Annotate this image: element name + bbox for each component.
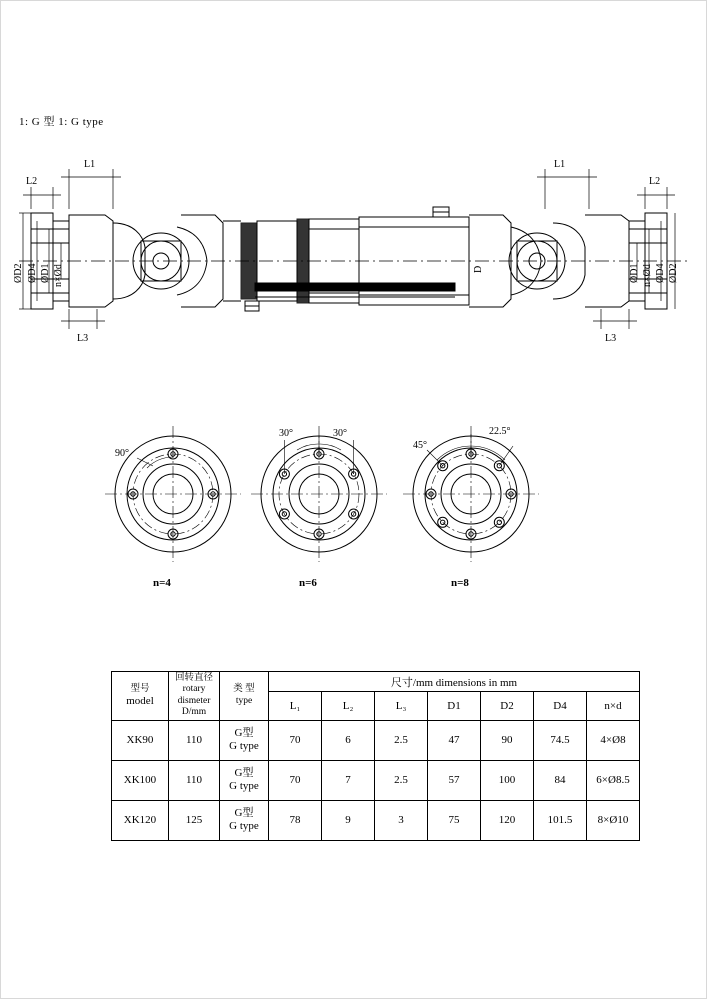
cell-D2: 120 bbox=[481, 800, 534, 840]
cell-D4: 84 bbox=[534, 760, 587, 800]
cell-L2: 6 bbox=[322, 720, 375, 760]
driveshaft-assembly-drawing bbox=[9, 151, 699, 351]
header-col-L3: L₃ bbox=[375, 692, 428, 721]
dim-label-nxd-left: n×Ød bbox=[53, 264, 64, 287]
cell-L1: 78 bbox=[269, 800, 322, 840]
dim-label-D1-left: ØD1 bbox=[40, 263, 51, 283]
angle-label-30-left: 30° bbox=[279, 428, 293, 439]
table-row bbox=[112, 720, 640, 760]
dim-label-D2-right: ØD2 bbox=[668, 263, 679, 283]
dim-label-D4-left: ØD4 bbox=[27, 263, 38, 283]
header-type: 类 型 type bbox=[220, 672, 269, 721]
dim-label-L2-right: L2 bbox=[649, 176, 661, 187]
header-col-D2: D2 bbox=[481, 692, 534, 721]
table-row bbox=[112, 800, 640, 840]
cell-type: G型 G type bbox=[220, 760, 269, 800]
header-col-L1: L₁ bbox=[269, 692, 322, 721]
cell-D2: 100 bbox=[481, 760, 534, 800]
cell-D4: 74.5 bbox=[534, 720, 587, 760]
cell-D1: 57 bbox=[428, 760, 481, 800]
dimensions-table bbox=[111, 671, 640, 841]
flange-view-label-n6: n=6 bbox=[299, 577, 317, 589]
dim-label-L1-right: L1 bbox=[554, 159, 566, 170]
flange-view-label-n4: n=4 bbox=[153, 577, 171, 589]
table-header-row-1 bbox=[112, 672, 640, 692]
header-col-D4: D4 bbox=[534, 692, 587, 721]
header-col-D1: D1 bbox=[428, 692, 481, 721]
cell-L2: 7 bbox=[322, 760, 375, 800]
flange-view-n6 bbox=[251, 426, 387, 562]
cell-L3: 2.5 bbox=[375, 760, 428, 800]
angle-label-30-right: 30° bbox=[333, 428, 347, 439]
cell-model: XK120 bbox=[112, 800, 169, 840]
cell-D4: 101.5 bbox=[534, 800, 587, 840]
cell-rotary: 125 bbox=[169, 800, 220, 840]
angle-label-45: 45° bbox=[413, 440, 427, 451]
cell-nxd: 8×Ø10 bbox=[587, 800, 640, 840]
header-dimensions-title: 尺寸/mm dimensions in mm bbox=[269, 672, 640, 692]
angle-label-22-5: 22.5° bbox=[489, 426, 511, 437]
header-col-L2: L₂ bbox=[322, 692, 375, 721]
cell-rotary: 110 bbox=[169, 760, 220, 800]
cell-L2: 9 bbox=[322, 800, 375, 840]
cell-L1: 70 bbox=[269, 720, 322, 760]
cell-L3: 2.5 bbox=[375, 720, 428, 760]
angle-label-90: 90° bbox=[115, 448, 129, 459]
cell-L3: 3 bbox=[375, 800, 428, 840]
cell-D1: 47 bbox=[428, 720, 481, 760]
cell-type: G型 G type bbox=[220, 800, 269, 840]
table-row bbox=[112, 760, 640, 800]
page-caption: 1: G 型 1: G type bbox=[19, 116, 104, 128]
cell-model: XK100 bbox=[112, 760, 169, 800]
dim-label-D2-left: ØD2 bbox=[13, 263, 24, 283]
cell-nxd: 4×Ø8 bbox=[587, 720, 640, 760]
cell-D2: 90 bbox=[481, 720, 534, 760]
dim-label-D1-right: ØD1 bbox=[629, 263, 640, 283]
header-model: 型号 model bbox=[112, 672, 169, 721]
dim-label-L3-left: L3 bbox=[77, 333, 89, 344]
cell-D1: 75 bbox=[428, 800, 481, 840]
cell-nxd: 6×Ø8.5 bbox=[587, 760, 640, 800]
dim-label-D: D bbox=[473, 265, 484, 273]
flange-end-views bbox=[101, 416, 601, 596]
dim-label-L3-right: L3 bbox=[605, 333, 617, 344]
header-rotary-diameter: 回转直径 rotary dismeter D/mm bbox=[169, 672, 220, 721]
dim-label-L1-left: L1 bbox=[84, 159, 96, 170]
dim-label-D4-right: ØD4 bbox=[655, 263, 666, 283]
flange-view-label-n8: n=8 bbox=[451, 577, 469, 589]
cell-L1: 70 bbox=[269, 760, 322, 800]
dim-label-nxd-right: n×Ød bbox=[642, 264, 653, 287]
header-col-nxd: n×d bbox=[587, 692, 640, 721]
cell-rotary: 110 bbox=[169, 720, 220, 760]
flange-view-n4 bbox=[105, 426, 241, 562]
cell-type: G型 G type bbox=[220, 720, 269, 760]
cell-model: XK90 bbox=[112, 720, 169, 760]
dim-label-L2-left: L2 bbox=[26, 176, 38, 187]
